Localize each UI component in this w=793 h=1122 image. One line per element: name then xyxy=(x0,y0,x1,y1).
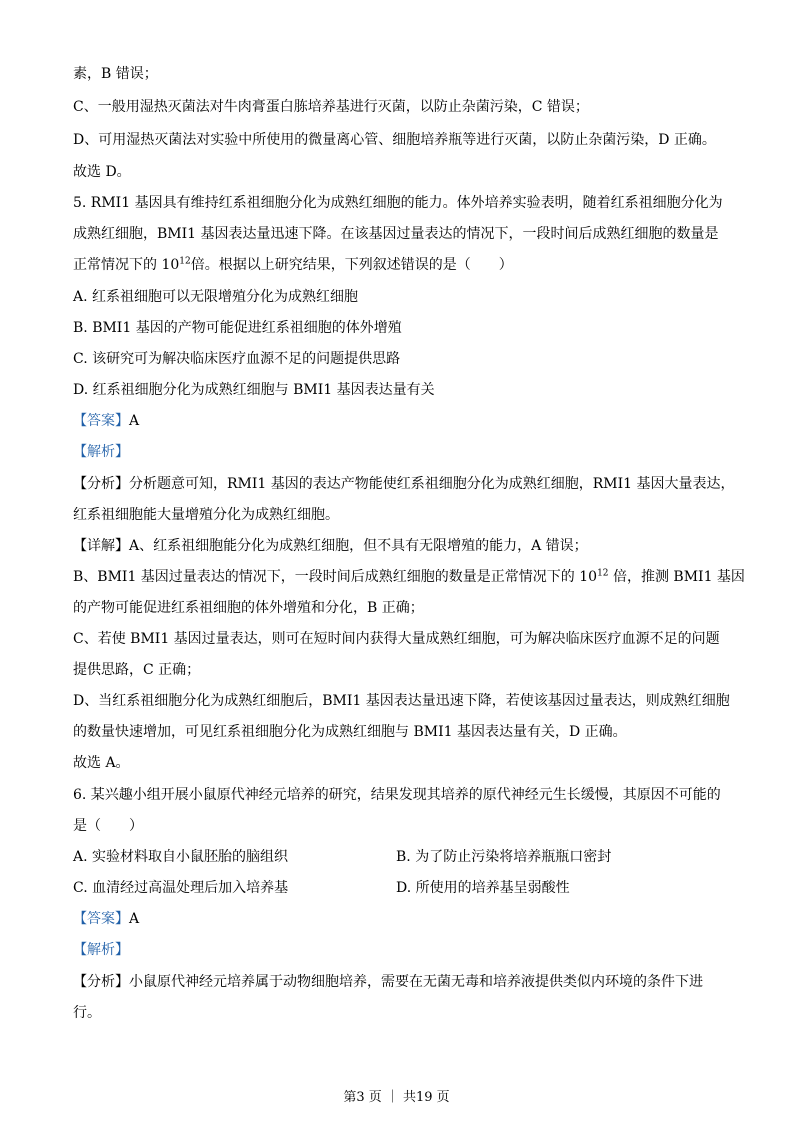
answer-tag: 【答案】 xyxy=(73,911,129,927)
option-b: B. 为了防止污染将培养瓶瓶口密封 xyxy=(396,849,612,865)
analysis-line xyxy=(73,442,723,462)
fenxi-line: 红系祖细胞能大量增殖分化为成熟红细胞。 xyxy=(73,507,339,523)
exponent: 12 xyxy=(179,256,191,267)
fenxi-text: 分析题意可知，RMI1 基因的表达产物能使红系祖细胞分化为成熟红细胞，RMI1 基因大量表达， xyxy=(129,476,735,492)
page-footer: 第3 页 ｜ 共19 页 xyxy=(343,1090,450,1105)
stem-text: 倍。根据以上研究结果，下列叙述错误的是（ ） xyxy=(190,257,513,273)
text-line: 故选 D。 xyxy=(73,164,131,180)
fenxi-line xyxy=(73,972,723,992)
detail-line: 提供思路，C 正确； xyxy=(73,662,201,678)
option-c: C. 血清经过高温处理后加入培养基 xyxy=(73,880,289,896)
fenxi-tag: 【分析】 xyxy=(73,974,129,990)
detail-text: A、红系祖细胞能分化为成熟红细胞，但不具有无限增殖的能力，A 错误； xyxy=(129,538,588,554)
question-5-stem: 5. RMI1 基因具有维持红系祖细胞分化为成熟红细胞的能力。体外培养实验表明，随着红系祖细胞分化为 xyxy=(73,195,723,211)
question-6-stem: 是（ ） xyxy=(73,818,143,834)
option-a: A. 实验材料取自小鼠胚胎的脑组织 xyxy=(73,849,289,865)
question-6-stem: 6. 某兴趣小组开展小鼠原代神经元培养的研究，结果发现其培养的原代神经元生长缓慢，其原因不可能的 xyxy=(73,787,721,803)
detail-line: 的数量快速增加，可见红系祖细胞分化为成熟红细胞与 BMI1 基因表达量有关，D 正确。 xyxy=(73,724,627,740)
option-c: C. 该研究可为解决临床医疗血源不足的问题提供思路 xyxy=(73,351,401,367)
option-b: B. BMI1 基因的产物可能促进红系祖细胞的体外增殖 xyxy=(73,320,402,336)
text-line: C、一般用湿热灭菌法对牛肉膏蛋白胨培养基进行灭菌，以防止杂菌污染，C 错误； xyxy=(73,99,589,115)
detail-text: B、BMI1 基因过量表达的情况下，一段时间后成熟红细胞的数量是正常情况下的 10 xyxy=(73,569,598,585)
detail-line: C、若使 BMI1 基因过量表达，则可在短时间内获得大量成熟红细胞，可为解决临床医疗血源不足的问题 xyxy=(73,631,720,647)
detail-tag: 【详解】 xyxy=(73,538,129,554)
option-a: A. 红系祖细胞可以无限增殖分化为成熟红细胞 xyxy=(73,289,359,305)
answer-value: A xyxy=(129,911,140,927)
answer-tag: 【答案】 xyxy=(73,413,129,429)
answer-line xyxy=(73,909,723,929)
text-line: D、可用湿热灭菌法对实验中所使用的微量离心管、细胞培养瓶等进行灭菌，以防止杂菌污染，D 正确。 xyxy=(73,132,716,148)
fenxi-tag: 【分析】 xyxy=(73,476,129,492)
analysis-line xyxy=(73,940,723,960)
fenxi-text: 小鼠原代神经元培养属于动物细胞培养，需要在无菌无毒和培养液提供类似内环境的条件下进 xyxy=(129,974,703,990)
question-5-stem xyxy=(73,255,723,275)
option-d: D. 所使用的培养基呈弱酸性 xyxy=(396,880,570,896)
detail-line: 的产物可能促进红系祖细胞的体外增殖和分化，B 正确； xyxy=(73,600,424,616)
detail-text: 倍，推测 BMI1 基因 xyxy=(608,569,745,585)
option-d: D. 红系祖细胞分化为成熟红细胞与 BMI1 基因表达量有关 xyxy=(73,382,435,398)
answer-line xyxy=(73,411,723,431)
text-line: 素，B 错误； xyxy=(73,66,158,82)
analysis-tag: 【解析】 xyxy=(73,942,129,958)
detail-line xyxy=(73,536,723,556)
exponent: 12 xyxy=(597,568,609,579)
analysis-tag: 【解析】 xyxy=(73,444,129,460)
fenxi-line: 行。 xyxy=(73,1005,101,1021)
detail-line: D、当红系祖细胞分化为成熟红细胞后，BMI1 基因表达量迅速下降，若使该基因过量表达，则成熟红细胞 xyxy=(73,693,730,709)
answer-value: A xyxy=(129,413,140,429)
question-5-stem: 成熟红细胞，BMI1 基因表达量迅速下降。在该基因过量表达的情况下，一段时间后成熟红细胞的数量是 xyxy=(73,226,719,242)
stem-text: 正常情况下的 10 xyxy=(73,257,180,273)
fenxi-line xyxy=(73,474,735,494)
conclusion-line: 故选 A。 xyxy=(73,755,130,771)
detail-line xyxy=(73,567,745,587)
